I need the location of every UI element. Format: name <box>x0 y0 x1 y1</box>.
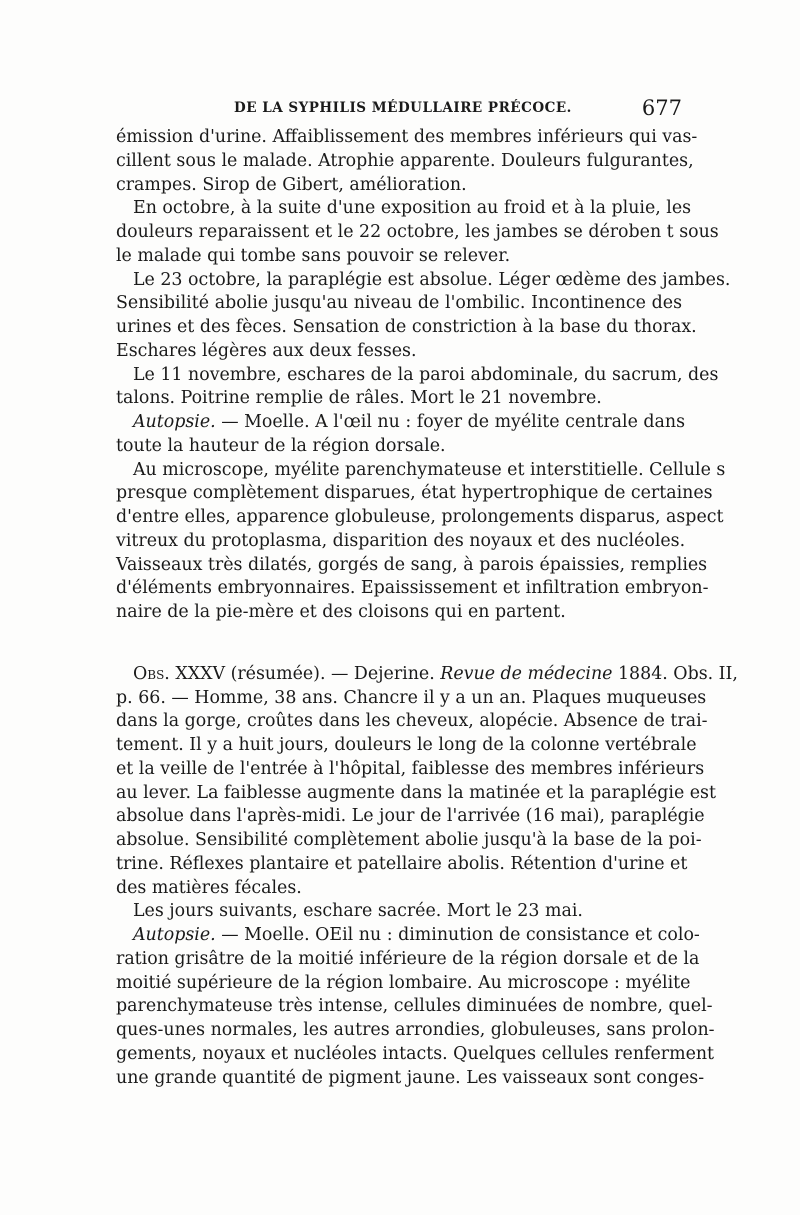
text-line: douleurs reparaissent et le 22 octobre, les jambes se déroben t sous <box>116 222 719 242</box>
text-line: crampes. Sirop de Gibert, amélioration. <box>116 174 467 195</box>
text-line: tement. Il y a huit jours, douleurs le long de la colonne vertébrale <box>116 735 697 755</box>
text-line: émission d'urine. Affaiblissement des membres inférieurs qui vas- <box>116 127 698 147</box>
text-line: d'entre elles, apparence globuleuse, prolongements disparus, aspect <box>116 507 724 527</box>
text-line: cillent sous le malade. Atrophie apparente. Douleurs fulgurantes, <box>116 150 694 171</box>
text-line: Au microscope, myélite parenchymateuse et interstitielle. Cellule s <box>133 459 726 480</box>
text-line: En octobre, à la suite d'une exposition au froid et à la pluie, les <box>133 198 692 219</box>
text-line: Eschares légères aux deux fesses. <box>116 340 417 361</box>
text-line: Le 23 octobre, la paraplégie est absolue. Léger œdème des jambes. <box>133 269 731 290</box>
text-line: ques-unes normales, les autres arrondies, globuleuses, sans prolon- <box>116 1020 715 1040</box>
text-line: absolue dans l'après-midi. Le jour de l'arrivée (16 mai), paraplégie <box>116 806 705 827</box>
text-body <box>116 126 738 1090</box>
text-line: absolue. Sensibilité complètement abolie jusqu'à la base de la poi- <box>116 830 702 850</box>
text-span: — Moelle. OEil nu : diminution de consistance et colo- <box>215 925 700 945</box>
text-line: dans la gorge, croûtes dans les cheveux, alopécie. Absence de trai- <box>116 711 708 732</box>
text-line: une grande quantité de pigment jaune. Les vaisseaux sont conges- <box>116 1067 705 1088</box>
text-line: au lever. La faiblesse augmente dans la matinée et la paraplégie est <box>116 782 716 803</box>
text-line: Les jours suivants, eschare sacrée. Mort le 23 mai. <box>133 901 583 922</box>
text-span: 1884. Obs. II, <box>612 663 738 684</box>
text-line: vitreux du protoplasma, disparition des noyaux et des nucléoles. <box>116 530 686 551</box>
text-line: gements, noyaux et nucléoles intacts. Quelques cellules renferment <box>116 1043 715 1064</box>
text-line: Sensibilité abolie jusqu'au niveau de l'ombilic. Incontinence des <box>116 293 682 314</box>
text-line: parenchymateuse très intense, cellules diminuées de nombre, quel- <box>116 996 713 1017</box>
text-line: le malade qui tombe sans pouvoir se relever. <box>116 245 511 266</box>
text-line: ration grisâtre de la moitié inférieure de la région dorsale et de la <box>116 948 700 969</box>
text-line: d'éléments embryonnaires. Epaississement et infiltration embryon- <box>116 578 709 599</box>
text-line: moitié supérieure de la région lombaire. Au microscope : myélite <box>116 972 691 993</box>
text-line: Vaisseaux très dilatés, gorgés de sang, à parois épaissies, remplies <box>116 554 708 575</box>
autopsie-label: Autopsie. <box>133 925 216 945</box>
text-span: — Moelle. A l'œil nu : foyer de myélite centrale dans <box>215 412 686 432</box>
text-line: trine. Réflexes plantaire et patellaire abolis. Rétention d'urine et <box>116 853 688 874</box>
obs-label: Obs. <box>133 663 170 684</box>
page-number: 677 <box>641 96 682 120</box>
page-header <box>116 96 682 124</box>
running-title: DE LA SYPHILIS MÉDULLAIRE PRÉCOCE. <box>234 100 572 116</box>
text-line: et la veille de l'entrée à l'hôpital, faiblesse des membres inférieurs <box>116 758 705 779</box>
text-line: talons. Poitrine remplie de râles. Mort le 21 novembre. <box>116 388 602 409</box>
text-line <box>116 663 738 687</box>
text-line: Le 11 novembre, eschares de la paroi abdominale, du sacrum, des <box>133 364 719 385</box>
text-line: toute la hauteur de la région dorsale. <box>116 435 446 456</box>
text-span: XXXV (résumée). — Dejerine. <box>169 663 441 684</box>
text-line: des matières fécales. <box>116 877 302 898</box>
section-spacer <box>116 625 682 663</box>
text-line: naire de la pie-mère et des cloisons qui en partent. <box>116 602 566 622</box>
text-line <box>116 411 686 435</box>
text-line: urines et des fèces. Sensation de constriction à la base du thorax. <box>116 317 697 337</box>
journal-title: Revue de médecine <box>440 663 613 684</box>
text-line: p. 66. — Homme, 38 ans. Chancre il y a un an. Plaques muqueuses <box>116 687 707 708</box>
text-line <box>116 924 700 948</box>
text-line: presque complètement disparues, état hypertrophique de certaines <box>116 483 713 504</box>
autopsie-label: Autopsie. <box>133 412 216 432</box>
